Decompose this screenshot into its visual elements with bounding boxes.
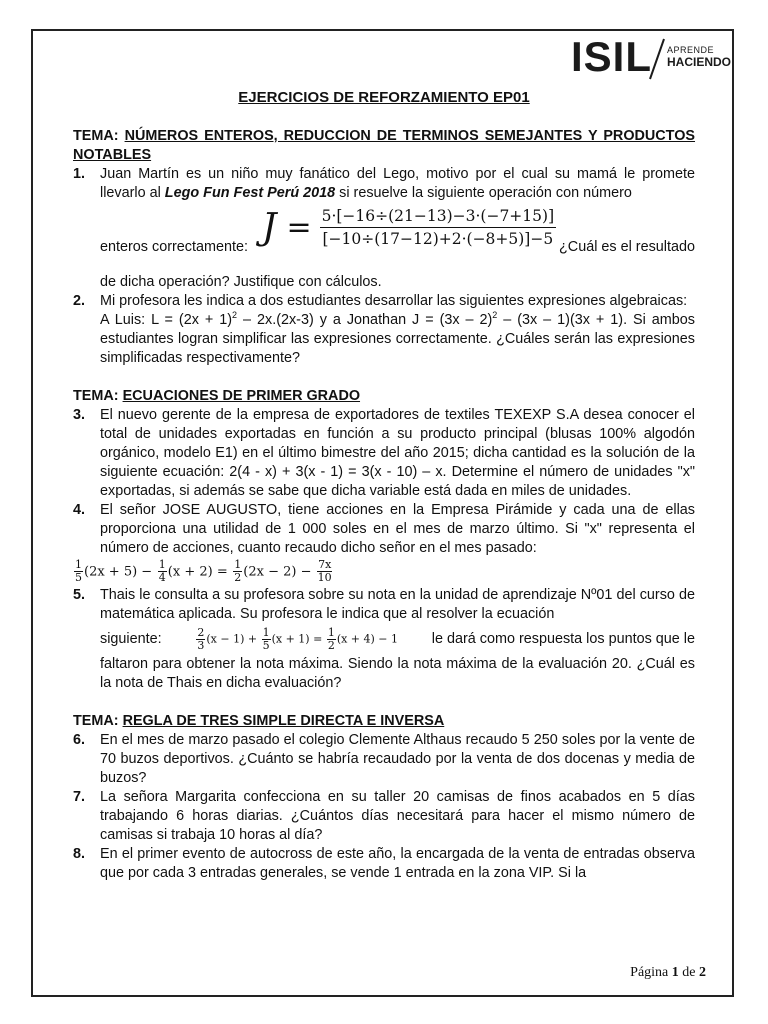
exercise-number: 2. bbox=[73, 293, 86, 309]
logo-slash-icon bbox=[646, 37, 668, 81]
exercise-number: 8. bbox=[73, 846, 86, 862]
logo-brand: ISIL bbox=[571, 33, 653, 80]
exercise-6: 6. En el mes de marzo pasado el colegio Clemente Althaus recaudo 5 250 soles por la vente de 70 buzos deportivos. ¿Cuánto se habría recaudado por la venta de dos docenas y media de buzos? bbox=[73, 732, 695, 786]
section-label: TEMA: bbox=[73, 713, 119, 729]
exercise-number: 7. bbox=[73, 789, 86, 805]
section-topic: NÚMEROS ENTEROS, REDUCCION DE TERMINOS SEMEJANTES Y PRODUCTOS NOTABLES bbox=[73, 128, 696, 163]
current-page: 1 bbox=[671, 965, 679, 980]
section-label: TEMA: bbox=[73, 128, 119, 144]
exercise-3: 3. El nuevo gerente de la empresa de exportadores de textiles TEXEXP S.A desea conocer el total de unidades exportadas en función a su producto principal (blusas 100% algodón orgánico, modelo E1) en el último bimestre del año 2015; dicha cantidad es la solución de la siguiente ecuación: 2(4 - x) + 3(x - 1) = 3(x - 10) – x. Determine el número de unidades "x" exportadas, si además se sabe que dicha variable está dada en miles de unidades. bbox=[73, 407, 695, 499]
exercise-number: 4. bbox=[73, 502, 86, 518]
exercise-5-equation-row: siguiente: $\frac{2}{3}$ (x − 1) + $\frac{1}{5}$ (x + 1) = $\frac{1}{2}$ (x + 4) − 1 le dará como respuesta los puntos que le bbox=[100, 626, 695, 652]
exercise-2: 2. Mi profesora les indica a dos estudiantes desarrollar las siguientes expresiones algebraicas: A Luis: $L = (2x + 1)^2 - 2x.(2x-3)$ y a Jonathan J = (3x – 2)$^2$ – (3x – 1)(3x + 1). Si ambos estudiantes logran simplificar las expresiones correctamente. ¿Cuáles serán las expresiones simplificadas respectivamente? bbox=[73, 293, 695, 366]
section-topic: ECUACIONES DE PRIMER GRADO bbox=[122, 388, 361, 404]
exercise-4-equation: $\frac{1}{5}$ (2x + 5) − $\frac{1}{4}$ (x + 2) = $\frac{1}{2}$ (2x − 2) − $\frac{7x}{10}$ bbox=[75, 558, 332, 584]
logo-tagline-1: APRENDE bbox=[667, 45, 715, 55]
j-fraction: $\frac{5\cdot[-16\div(21-13)-3\cdot(-7+15)]}{[-10\div(17-12)+2\cdot(-8+5)]-5}$ bbox=[321, 207, 555, 248]
j-equation-row: enteros correctamente: J = $\frac{5\cdot[-16\div(21-13)-3\cdot(-7+15)]}{[-10\div(17-12)+2\cdot(-8+5)]-5}$ ¿Cuál es el resultado bbox=[100, 207, 695, 255]
section-heading bbox=[73, 127, 695, 165]
section-label: TEMA: bbox=[73, 388, 119, 404]
total-pages: 2 bbox=[699, 965, 706, 980]
document-title: EJERCICIOS DE REFORZAMIENTO EP01 bbox=[238, 89, 530, 106]
section-topic: REGLA DE TRES SIMPLE DIRECTA E INVERSA bbox=[122, 713, 445, 729]
exercise-7: 7. La señora Margarita confecciona en su taller 20 camisas de finos acabados en 5 días trabajando 6 horas diarias. ¿Cuántos días necesitará para hacer el mismo número de camisas si trabaja 10 horas al día? bbox=[73, 789, 695, 843]
section-heading bbox=[73, 712, 695, 731]
isil-logo bbox=[571, 33, 737, 81]
exercise-5: 5. Thais le consulta a su profesora sobre su nota en la unidad de aprendizaje Nº01 del curso de matemática aplicada. Su profesora le indica que al resolver la ecuación siguiente: $\frac{2}{3}$ (x − 1) + $\frac{1}{5}$ (x + 1) = $\frac{1}{2}$ (x + 4) − 1 le dará como respuesta los puntos que le faltaron para obtener la nota máxima. Siendo la nota máxima de la evaluación 20. ¿Cuál es la nota de Thais en dicha evaluación? bbox=[73, 587, 695, 691]
exercise-number: 1. bbox=[73, 166, 86, 182]
section-heading bbox=[73, 387, 695, 406]
exercise-1: 1. Juan Martín es un niño muy fanático del Lego, motivo por el cual su mamá le promete llevarlo al Lego Fun Fest Perú 2018 si resuelve la siguiente operación con número enteros correctamente: J = $\frac{5\cdot[-16\div(21-13)-3\cdot(-7+15)]}{[-10\div(17-12)+2\cdot(-8+5)]-5}$ ¿Cuál es el resultado de dicha operación? Justifique con cálculos. bbox=[73, 166, 695, 290]
page-footer: Página 1 de 2 bbox=[630, 965, 706, 980]
exercise-number: 3. bbox=[73, 407, 86, 423]
event-name: Lego Fun Fest Perú 2018 bbox=[164, 185, 336, 201]
exercise-4: 4. El señor JOSE AUGUSTO, tiene acciones en la Empresa Pirámide y cada una de ellas proporciona una utilidad de 1 000 soles en el mes de marzo último. Si "x" representa el número de acciones, cuanto recaudo dicho señor en el mes pasado: bbox=[73, 502, 695, 556]
exercise-number: 6. bbox=[73, 732, 86, 748]
logo-tagline-2: HACIENDO bbox=[667, 55, 732, 69]
exercise-number: 5. bbox=[73, 587, 86, 603]
document-body bbox=[73, 84, 695, 883]
exercise-8: 8. En el primer evento de autocross de este año, la encargada de la venta de entradas observa que por cada 3 entradas generales, se vende 1 entrada en la zona VIP. Si la bbox=[73, 846, 695, 881]
j-equation: J = $\frac{5\cdot[-16\div(21-13)-3\cdot(-7+15)]}{[-10\div(17-12)+2\cdot(-8+5)]-5}$ bbox=[262, 207, 555, 248]
exercise-5-equation: $\frac{2}{3}$ (x − 1) + $\frac{1}{5}$ (x + 1) = $\frac{1}{2}$ (x + 4) − 1 bbox=[197, 626, 399, 652]
